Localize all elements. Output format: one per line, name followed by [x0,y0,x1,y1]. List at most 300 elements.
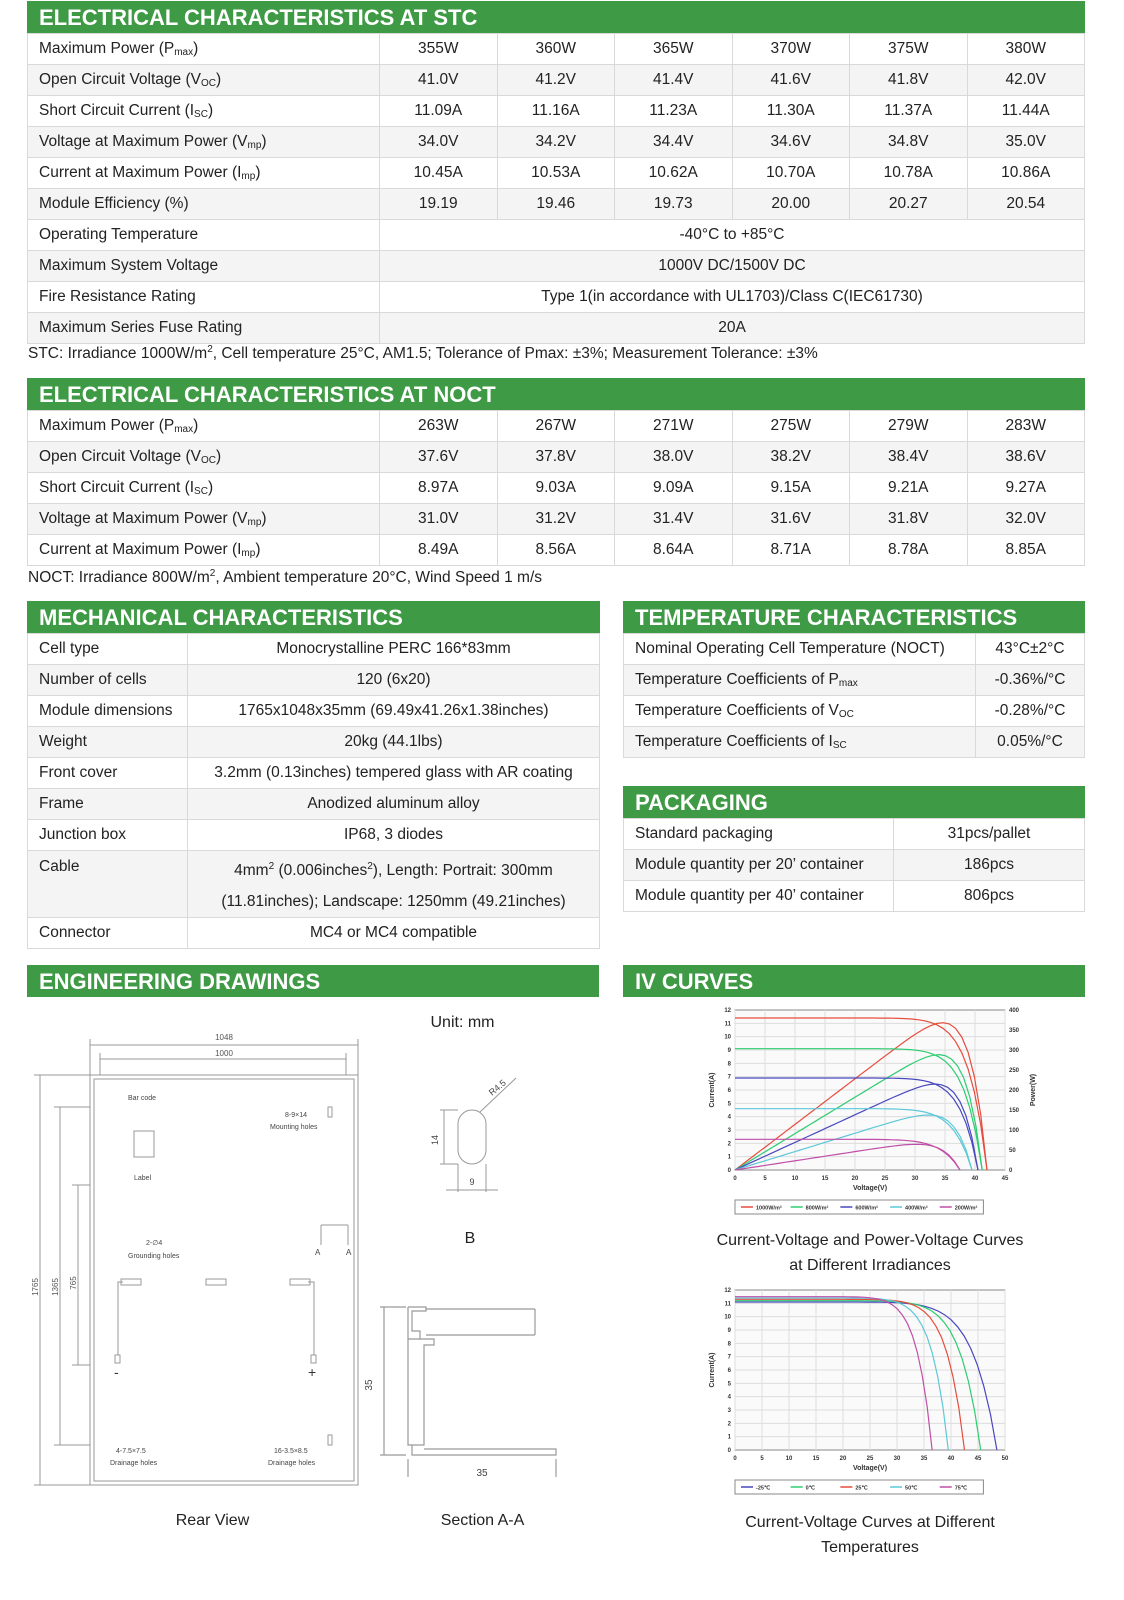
mech-label: Junction box [28,820,188,851]
mech-value: IP68, 3 diodes [188,820,600,851]
label-subscript: OC [200,455,216,466]
stc-value-cell: 11.09A [380,96,498,127]
stc-value-cell: 365W [615,34,733,65]
stc-row-label [28,65,380,96]
section-height: 35 [364,1379,375,1391]
y2-axis-label: Power(W) [1030,1073,1037,1107]
temp-label [624,665,976,696]
stc-value-cell: 10.70A [732,158,850,189]
stc-value-cell: 380W [967,34,1085,65]
x-tick-label: 5 [760,1456,764,1462]
stc-value-cell: 355W [380,34,498,65]
noct-value-cell: 38.6V [967,442,1085,473]
cable-b: (0.006inches [274,862,368,880]
x-tick-label: 30 [911,1176,919,1182]
label-text: Short Circuit Current (I [39,479,195,496]
legend-label: 600W/m² [855,1205,878,1212]
label-tail: ) [193,417,199,434]
mech-value: MC4 or MC4 compatible [188,918,600,949]
stc-value-cell: 41.8V [850,65,968,96]
label-text: Maximum Power (P [39,417,175,434]
detail-b-caption: B [464,1230,476,1247]
stc-row-label: Maximum System Voltage [28,251,380,282]
mech-row [28,727,600,758]
iv-chart-irradiance [700,1000,1045,1230]
x-tick-label: 45 [1001,1176,1009,1182]
section-aa-drawing [360,1295,560,1495]
mech-label: Frame [28,789,188,820]
noct-value-cell: 31.6V [732,504,850,535]
mech-row-connector [28,918,600,949]
x-tick-label: 10 [791,1176,799,1182]
y-tick-label: 6 [727,1368,731,1374]
drain-left-label: Drainage holes [110,1460,158,1467]
y-tick-label: 1 [727,1154,731,1161]
y-tick-label: 5 [727,1101,731,1108]
label-tail: ) [193,40,199,57]
y-tick-label: 4 [727,1394,731,1401]
y-tick-label: 12 [724,1288,731,1294]
y2-tick-label: 300 [1009,1048,1020,1054]
detail-b-radius: R4.5 [486,1077,508,1098]
temp-label [624,696,976,727]
pack-row [624,850,1085,881]
label-tail: ) [255,164,261,181]
dim-1765: 1765 [31,1278,40,1296]
label-text: Short Circuit Current (I [39,102,195,119]
noct-row-label [28,535,380,566]
mech-label: Connector [28,918,188,949]
stc-value-cell: 41.4V [615,65,733,96]
label-subscript: mp [247,140,262,151]
noct-row [28,535,1085,566]
noct-row [28,473,1085,504]
stc-row [28,313,1085,344]
label-text: Module Efficiency (%) [39,195,189,212]
label-tail: ) [207,479,214,496]
stc-value-cell: 375W [850,34,968,65]
x-tick-label: 30 [893,1456,901,1462]
legend-label: 75℃ [954,1485,968,1492]
y-tick-label: 0 [727,1168,731,1174]
stc-span-value: Type 1(in accordance with UL1703)/Class C(IEC61730) [380,282,1085,313]
temp-label-text: Nominal Operating Cell Temperature (NOCT) [635,640,945,657]
temp-row [624,727,1085,758]
temp-label [624,727,976,758]
temp-value: 0.05%/°C [976,727,1085,758]
grounding-label: Grounding holes [128,1253,180,1260]
x-tick-label: 35 [941,1176,949,1182]
noct-value-cell: 37.8V [497,442,615,473]
stc-value-cell: 11.30A [732,96,850,127]
label-text: Maximum Power (P [39,40,175,57]
label-subscript: SC [194,109,208,120]
noct-row-label [28,442,380,473]
mech-value: 3.2mm (0.13inches) tempered glass with AR coating [188,758,600,789]
noct-value-cell: 267W [497,411,615,442]
detail-b-height: 14 [430,1134,440,1146]
y-axis-label: Current(A) [709,1352,716,1388]
mech-row [28,758,600,789]
iv-chart2-caption [660,1510,1080,1560]
y-tick-label: 1 [727,1434,731,1441]
stc-value-cell: 19.19 [380,189,498,220]
temp-table [623,633,1085,758]
stc-row-label [28,127,380,158]
mech-label: Number of cells [28,665,188,696]
stc-value-cell: 10.53A [497,158,615,189]
cable-line2: (11.81inches); Landscape: 1250mm (49.21inches) [221,893,566,911]
mounting-size: 8-9×14 [285,1112,307,1119]
temp-header: TEMPERATURE CHARACTERISTICS [623,601,1085,633]
noct-row [28,504,1085,535]
stc-value-cell: 19.46 [497,189,615,220]
temp-label-text: Temperature Coefficients of P [635,671,839,688]
stc-row [28,220,1085,251]
temp-value: -0.36%/°C [976,665,1085,696]
noct-value-cell: 8.64A [615,535,733,566]
legend-label: 800W/m² [805,1205,829,1212]
label-text: Open Circuit Voltage (V [39,448,201,465]
section-mark-a-right: A [346,1248,352,1257]
temp-row [624,634,1085,665]
noct-value-cell: 9.03A [497,473,615,504]
pack-row [624,819,1085,850]
y2-tick-label: 250 [1009,1068,1020,1074]
stc-value-cell: 34.2V [497,127,615,158]
mech-label: Front cover [28,758,188,789]
mech-row [28,820,600,851]
noct-value-cell: 279W [850,411,968,442]
noct-table [27,410,1085,566]
rear-view-drawing [28,1025,368,1505]
x-tick-label: 35 [920,1456,928,1462]
noct-value-cell: 9.21A [850,473,968,504]
y-tick-label: 12 [724,1008,731,1014]
y-tick-label: 10 [724,1314,731,1321]
stc-value-cell: 10.62A [615,158,733,189]
stc-span-value: -40°C to +85°C [380,220,1085,251]
label-text: Voltage at Maximum Power (V [39,510,248,527]
label-tail: ) [215,71,222,88]
grounding-size: 2-∅4 [146,1240,163,1247]
x-tick-label: 40 [971,1176,979,1182]
detail-b-drawing [420,1070,530,1210]
temp-value: 43°C±2°C [976,634,1085,665]
stc-row-label [28,96,380,127]
stc-row [28,96,1085,127]
x-tick-label: 20 [851,1176,859,1182]
stc-value-cell: 10.86A [967,158,1085,189]
stc-value-cell: 360W [497,34,615,65]
stc-row [28,127,1085,158]
label-text: Current at Maximum Power (I [39,541,242,558]
cable-c: ), Length: Portrait: 300mm [372,862,553,880]
stc-row-label: Maximum Series Fuse Rating [28,313,380,344]
stc-value-cell: 11.23A [615,96,733,127]
noct-value-cell: 8.49A [380,535,498,566]
temp-label-subscript: SC [832,740,847,751]
mech-label: Cell type [28,634,188,665]
cable-sup: 2 [367,861,373,872]
y2-tick-label: 200 [1009,1088,1020,1094]
y-tick-label: 5 [727,1381,731,1388]
temp-label-subscript: max [838,678,858,689]
pack-row [624,881,1085,912]
label-tail: ) [215,448,222,465]
y-tick-label: 2 [727,1421,731,1428]
y-tick-label: 9 [727,1048,731,1054]
label-tail: ) [261,133,267,150]
unit-label: Unit: mm [430,1014,495,1031]
section-width: 35 [476,1468,488,1479]
mech-value: 1765x1048x35mm (69.49x41.26x1.38inches) [188,696,600,727]
noct-value-cell: 271W [615,411,733,442]
y-tick-label: 2 [727,1141,731,1148]
iv-chart1-caption-line2: at Different Irradiances [789,1257,951,1274]
y-tick-label: 3 [727,1408,731,1414]
mech-row-cable [28,851,600,918]
stc-row-label: Fire Resistance Rating [28,282,380,313]
iv-chart2-caption-line2: Temperatures [821,1539,919,1556]
rear-view-caption: Rear View [175,1512,250,1529]
y2-tick-label: 50 [1009,1148,1016,1154]
stc-value-cell: 34.8V [850,127,968,158]
label-subscript: SC [194,486,208,497]
mech-row [28,696,600,727]
temp-label-text: Temperature Coefficients of I [635,733,833,750]
stc-value-cell: 34.0V [380,127,498,158]
mech-label: Cable [28,851,188,918]
x-axis-label: Voltage(V) [852,1465,888,1472]
detail-b-width: 9 [469,1177,475,1187]
stc-table [27,33,1085,344]
x-tick-label: 0 [733,1456,737,1462]
noct-header: ELECTRICAL CHARACTERISTICS AT NOCT [27,378,1085,410]
noct-value-cell: 9.27A [967,473,1085,504]
label-text: Open Circuit Voltage (V [39,71,201,88]
stc-value-cell: 19.73 [615,189,733,220]
noct-value-cell: 8.85A [967,535,1085,566]
x-tick-label: 5 [763,1176,767,1182]
iv-chart2-caption-line1: Current-Voltage Curves at Different [745,1514,995,1531]
noct-row-label [28,504,380,535]
mech-table [27,633,600,949]
pack-value: 31pcs/pallet [894,819,1085,850]
stc-value-cell: 41.2V [497,65,615,96]
noct-row [28,411,1085,442]
y-axis-label: Current(A) [709,1072,716,1108]
stc-row [28,282,1085,313]
mech-value-cable [188,851,600,918]
mech-header: MECHANICAL CHARACTERISTICS [27,601,600,633]
pack-label: Module quantity per 20’ container [624,850,894,881]
iv-chart1-caption-line1: Current-Voltage and Power-Voltage Curves [716,1232,1024,1249]
noct-value-cell: 38.0V [615,442,733,473]
noct-row-label [28,473,380,504]
legend-label: 0℃ [805,1485,815,1492]
stc-value-cell: 35.0V [967,127,1085,158]
stc-value-cell: 11.37A [850,96,968,127]
label-text: Current at Maximum Power (I [39,164,242,181]
legend-label: 25℃ [855,1485,868,1492]
cable-line1 [188,851,599,886]
mech-value: 20kg (44.1lbs) [188,727,600,758]
noct-value-cell: 38.4V [850,442,968,473]
y-tick-label: 9 [727,1328,731,1334]
y2-tick-label: 350 [1009,1028,1020,1034]
y-tick-label: 7 [727,1074,731,1081]
stc-value-cell: 41.6V [732,65,850,96]
mech-row [28,634,600,665]
plus-terminal: + [308,1364,317,1380]
mech-label: Module dimensions [28,696,188,727]
y-tick-label: 4 [727,1114,731,1121]
drain-right-size: 16-3.5×8.5 [274,1448,308,1455]
temp-value: -0.28%/°C [976,696,1085,727]
label-subscript: mp [241,548,256,559]
mech-value: 120 (6x20) [188,665,600,696]
section-mark-a-left: A [315,1248,321,1257]
legend-label: -25℃ [756,1485,771,1492]
noct-value-cell: 37.6V [380,442,498,473]
cable-sup: 2 [268,861,275,872]
noct-value-cell: 31.8V [850,504,968,535]
y-tick-label: 11 [724,1021,731,1028]
noct-value-cell: 31.0V [380,504,498,535]
barcode-label: Bar code [128,1095,157,1102]
mech-value: Anodized aluminum alloy [188,789,600,820]
noct-note: NOCT: Irradiance $800W/m^2$, Ambient temperature 20°C, Wind Speed 1 m/s [28,568,543,587]
pack-value: 806pcs [894,881,1085,912]
y-tick-label: 0 [727,1448,731,1454]
mounting-label: Mounting holes [270,1124,318,1131]
dim-765: 765 [69,1276,78,1290]
legend-label: 1000W/m² [756,1205,782,1212]
label-subscript: OC [200,78,216,89]
noct-value-cell: 9.09A [615,473,733,504]
temp-row [624,696,1085,727]
noct-row [28,442,1085,473]
stc-value-cell: 42.0V [967,65,1085,96]
stc-row [28,34,1085,65]
noct-value-cell: 8.78A [850,535,968,566]
stc-header: ELECTRICAL CHARACTERISTICS AT STC [27,1,1085,33]
legend-label: 200W/m² [954,1205,978,1212]
x-tick-label: 50 [1001,1456,1009,1462]
drain-right-label: Drainage holes [268,1460,316,1467]
temp-label-text: Temperature Coefficients of V [635,702,839,719]
iv-chart1-caption [660,1228,1080,1278]
y-tick-label: 3 [727,1128,731,1134]
section-caption: Section A-A [440,1512,525,1529]
noct-value-cell: 263W [380,411,498,442]
label-subscript: max [174,424,194,435]
x-tick-label: 20 [839,1456,847,1462]
stc-note: STC: Irradiance $1000W/m^2$, Cell temperature 25°C, AM1.5; Tolerance of Pmax: ±3%; Measurement Tolerance: ±3% [28,344,818,363]
legend-label: 400W/m² [905,1205,928,1212]
stc-row-label: Operating Temperature [28,220,380,251]
dim-1000: 1000 [215,1049,233,1058]
x-tick-label: 15 [812,1456,820,1462]
y2-tick-label: 100 [1009,1128,1020,1134]
stc-value-cell: 10.45A [380,158,498,189]
y-tick-label: 8 [727,1341,731,1348]
label-text: Label [134,1175,152,1182]
noct-value-cell: 8.97A [380,473,498,504]
x-tick-label: 25 [881,1176,889,1182]
noct-value-cell: 283W [967,411,1085,442]
y-tick-label: 7 [727,1354,731,1361]
stc-span-value: 20A [380,313,1085,344]
stc-value-cell: 20.27 [850,189,968,220]
x-tick-label: 15 [821,1176,829,1182]
stc-value-cell: 34.4V [615,127,733,158]
stc-row [28,251,1085,282]
pack-value: 186pcs [894,850,1085,881]
noct-value-cell: 31.4V [615,504,733,535]
iv-chart-temperature [700,1280,1045,1505]
stc-value-cell: 11.16A [497,96,615,127]
dim-1048: 1048 [215,1033,233,1042]
pack-label: Standard packaging [624,819,894,850]
stc-row [28,158,1085,189]
y-tick-label: 6 [727,1088,731,1094]
y2-tick-label: 0 [1009,1168,1013,1174]
y-tick-label: 10 [724,1034,731,1041]
x-tick-label: 10 [785,1456,793,1462]
stc-value-cell: 11.44A [967,96,1085,127]
stc-row [28,189,1085,220]
noct-row-label [28,411,380,442]
stc-value-cell: 370W [732,34,850,65]
pack-label: Module quantity per 40’ container [624,881,894,912]
legend-label: 50℃ [905,1485,918,1492]
label-text: Voltage at Maximum Power (V [39,133,248,150]
noct-value-cell: 275W [732,411,850,442]
label-subscript: mp [247,517,262,528]
stc-row-label [28,158,380,189]
noct-value-cell: 32.0V [967,504,1085,535]
x-tick-label: 45 [974,1456,982,1462]
temp-row [624,665,1085,696]
label-tail: ) [261,510,267,527]
temp-label [624,634,976,665]
y2-tick-label: 400 [1009,1008,1020,1014]
label-tail: ) [207,102,214,119]
drawings-header: ENGINEERING DRAWINGS [27,965,599,997]
stc-row-label [28,189,380,220]
stc-span-value: 1000V DC/1500V DC [380,251,1085,282]
stc-row-label [28,34,380,65]
noct-value-cell: 8.71A [732,535,850,566]
iv-header: IV CURVES [623,965,1085,997]
pack-table [623,818,1085,912]
pack-header: PACKAGING [623,786,1085,818]
drain-left-size: 4-7.5×7.5 [116,1448,146,1455]
label-tail: ) [255,541,261,558]
x-axis-label: Voltage(V) [852,1185,888,1192]
x-tick-label: 40 [947,1456,955,1462]
minus-terminal: - [114,1364,119,1380]
stc-value-cell: 20.00 [732,189,850,220]
x-tick-label: 0 [733,1176,737,1182]
stc-value-cell: 34.6V [732,127,850,158]
y-tick-label: 11 [724,1301,731,1308]
label-subscript: mp [241,171,256,182]
mech-value: Monocrystalline PERC 166*83mm [188,634,600,665]
mech-row [28,665,600,696]
